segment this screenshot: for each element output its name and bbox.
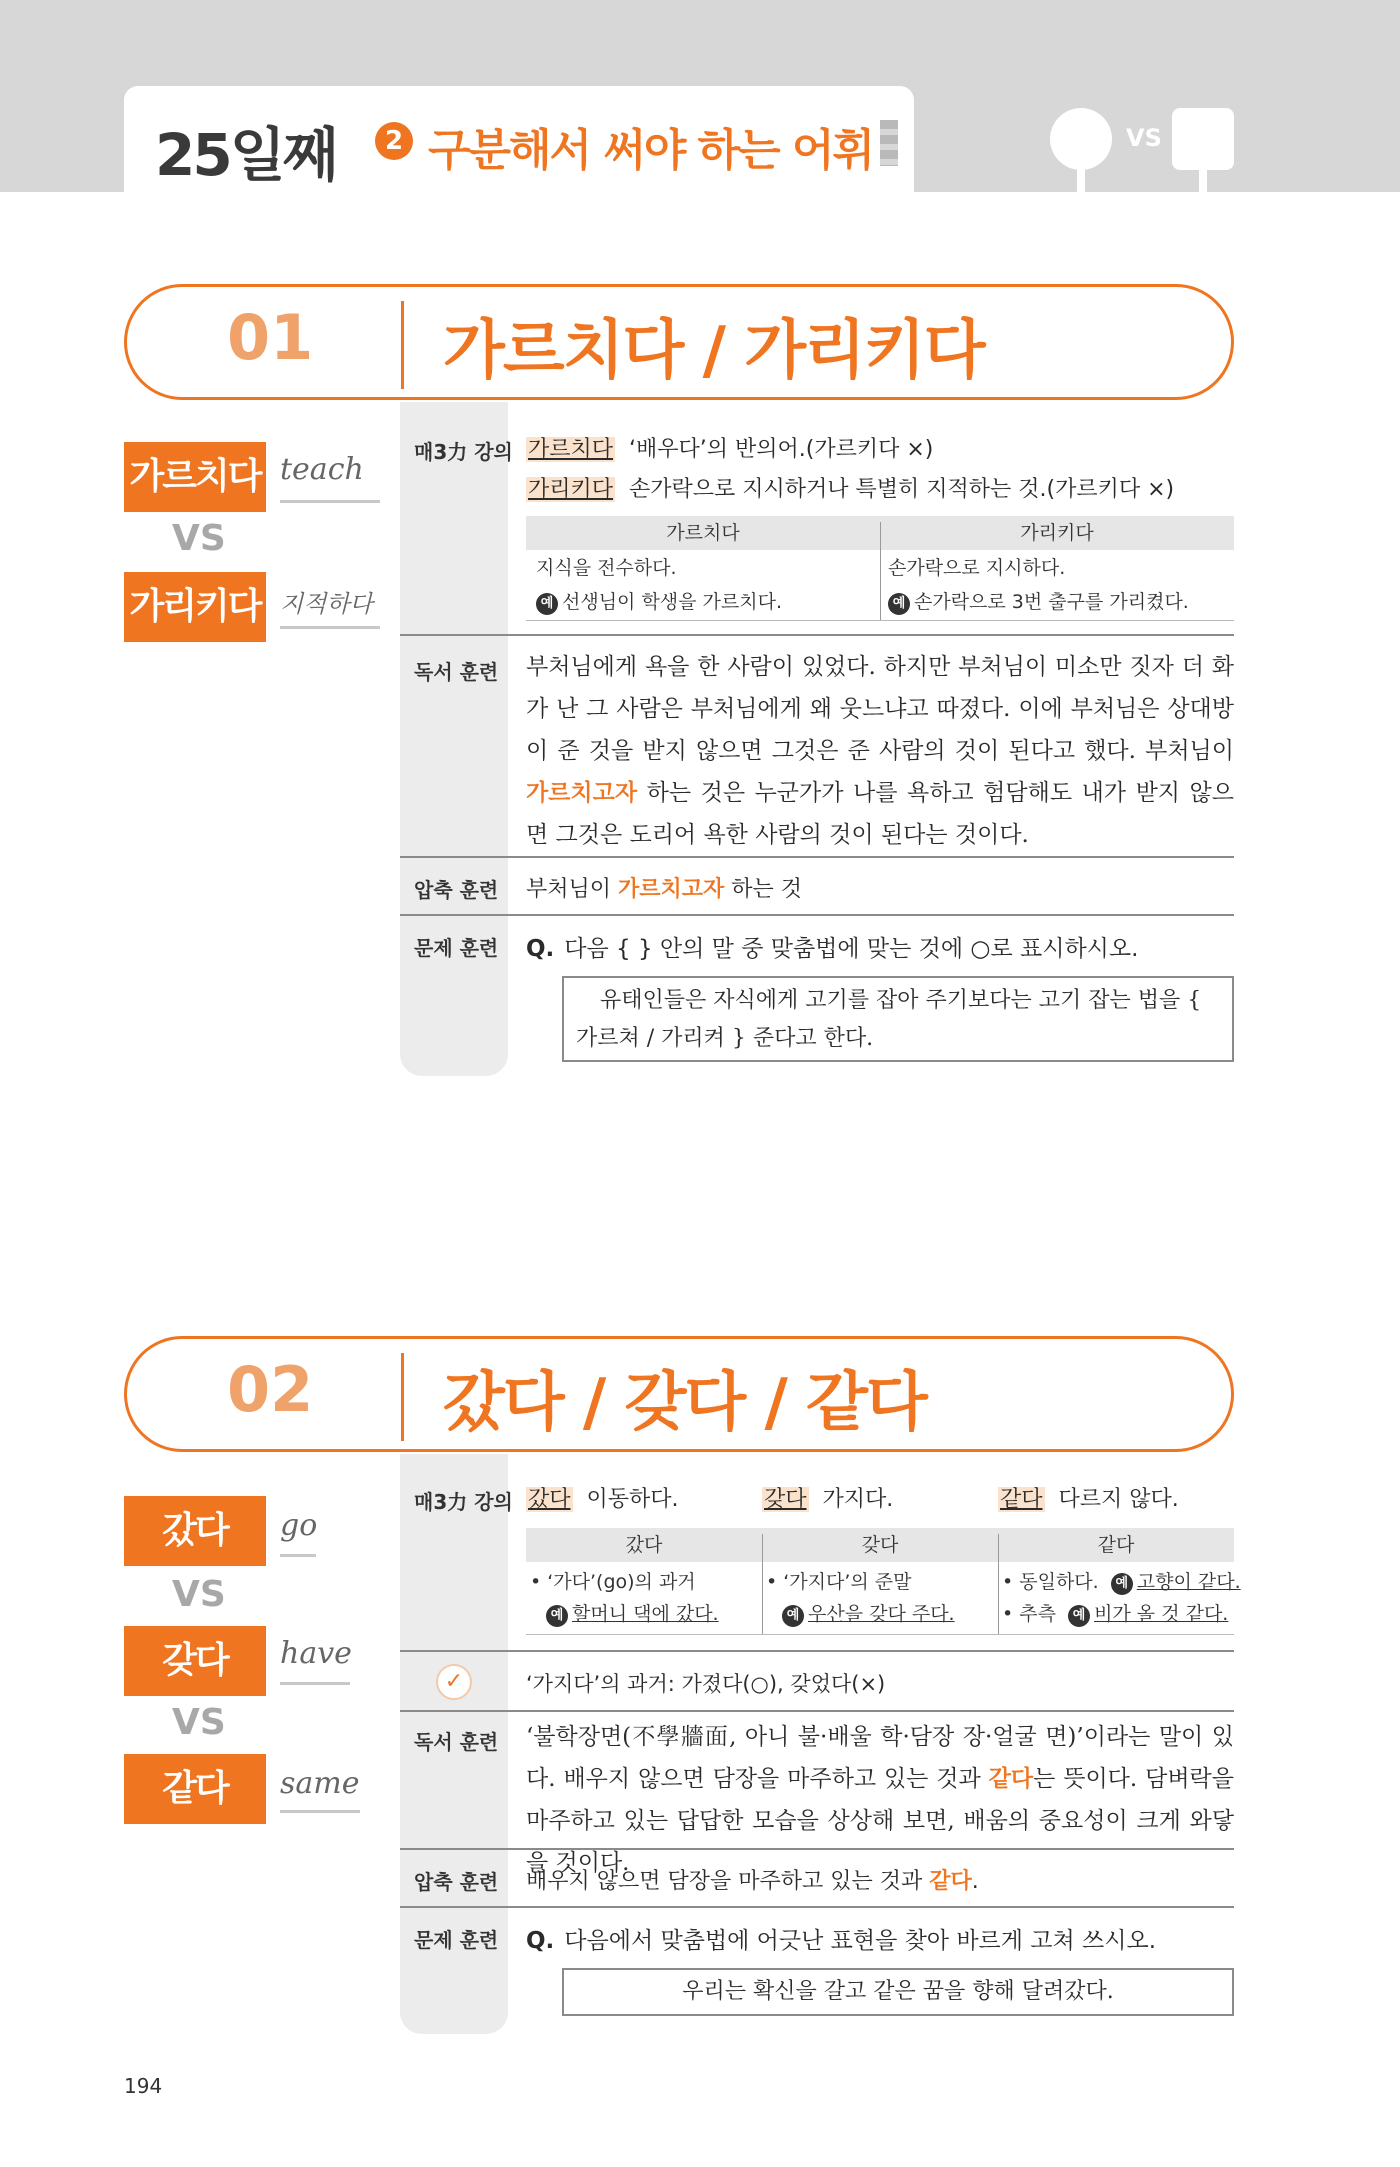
lecture-def: 가지다. [822,1487,894,1512]
table-cell: 할머니 댁에 갔다. [572,1603,719,1625]
label-compress: 압축 훈련 [414,1870,499,1894]
table-cell: • ‘가지다’의 준말 [766,1571,912,1593]
section-rule [400,1710,1234,1712]
table-cell: 손가락으로 지시하다. [888,557,1066,579]
table-example [546,1598,719,1630]
question-prompt [526,930,1138,963]
day-title: 25일째 [155,121,336,189]
question-mark: Q. [526,1928,555,1954]
check-icon: ✓ [436,1664,472,1700]
word-box-gatda-same: 같다 [124,1754,266,1824]
table-example [888,586,1189,618]
example-mark-icon: 예 [546,1605,568,1627]
table-example [782,1598,955,1630]
reading-text: 는 뜻이다. 담벼락을 마주하고 있는 답답한 모습을 상상해 보면, 배움의 중요성이 크게 와닿을 것이다. [526,1766,1234,1876]
table-cell: 지식을 전수하다. [536,557,677,579]
lecture-term: 갖다 [764,1487,807,1512]
compress-summary [526,1864,979,1895]
reading-text: ‘불학장면(不學牆面, 아니 불·배울 학·담장 장·얼굴 면)’이라는 말이 있다. 배우지 않으면 담장을 마주하고 있는 것과 [526,1724,1234,1792]
question-box: 유태인들은 자식에게 고기를 잡아 주기보다는 고기 잡는 법을 { 가르쳐 / 가리켜 } 준다고 한다. [562,976,1234,1062]
note-text: ‘가지다’의 과거: 가졌다(○), 갖었다(×) [526,1672,886,1696]
lecture-def: 다르지 않다. [1058,1487,1179,1512]
gloss-teach: teach [280,452,364,487]
lecture-def: ‘배우다’의 반의어. [629,437,806,462]
section-rule [400,634,1234,636]
example-mark-icon: 예 [1111,1573,1133,1595]
compress-highlight: 가르치고자 [618,877,725,902]
example-mark-icon: 예 [1068,1605,1090,1627]
header-vs-label: VS [1126,124,1162,152]
lecture-entry [998,1482,1179,1513]
compress-highlight: 같다 [929,1869,972,1894]
section-number-badge: 2 [375,122,413,160]
table-header-cell: 갔다 [625,1534,663,1556]
table-divider [880,522,881,620]
section-rule [400,914,1234,916]
table-header-cell: 가르치다 [666,522,740,544]
table-cell: 고향이 같다. [1136,1571,1241,1593]
round-tree-icon [1050,108,1112,170]
question-box: 우리는 확신을 갈고 같은 꿈을 향해 달려갔다. [562,1968,1234,2016]
lecture-line-2 [526,472,1174,503]
gloss-underline [280,1554,316,1557]
lecture-entry [526,1482,679,1513]
reading-highlight: 같다 [988,1765,1034,1792]
table-divider [762,1534,763,1634]
table-header-cell: 가리키다 [1020,522,1094,544]
question-mark: Q. [526,936,555,962]
item-title: 갔다 / 갖다 / 같다 [443,1366,926,1440]
compress-text: . [971,1869,979,1894]
lecture-term: 가리키다 [528,477,614,502]
table-bottom-rule [526,620,1234,621]
table-cell: 비가 올 것 같다. [1094,1603,1229,1625]
compress-text: 하는 것 [724,877,803,902]
square-tree-trunk [1199,166,1207,192]
question-prompt [526,1922,1156,1955]
item-number: 01 [227,301,314,374]
gloss-have: have [280,1636,352,1671]
example-mark-icon: 예 [888,593,910,615]
table-cell: 손가락으로 3번 출구를 가리켰다. [914,591,1189,613]
lecture-note: (가르키다 ×) [805,437,934,462]
reading-text: 부처님에게 욕을 한 사람이 있었다. 하지만 부처님이 미소만 짓자 더 화가 난 그 사람은 부처님에게 왜 웃느냐고 따졌다. 이에 부처님은 상대방이 준 것을 받지 않으면 그것은 준 사람의 것이 된다고 했다. 부처님이 [526,654,1234,764]
lecture-term: 같다 [1000,1487,1043,1512]
compress-text: 부처님이 [526,877,619,902]
compress-text: 배우지 않으면 담장을 마주하고 있는 것과 [526,1869,930,1894]
section-rule [400,1848,1234,1850]
gloss-underline [280,1810,360,1813]
table-bottom-rule [526,1634,1234,1635]
item-title: 가르치다 / 가리키다 [443,314,984,388]
banner-divider [401,1353,404,1441]
gloss-same: same [280,1766,360,1801]
page-number: 194 [124,2074,163,2098]
lecture-def: 이동하다. [586,1487,679,1512]
section-title: 구분해서 써야 하는 어휘 [428,125,873,176]
gloss-underline [280,626,380,629]
decorative-stripes [880,120,898,166]
reading-highlight: 가르치고자 [526,779,638,806]
question-text: 다음 { } 안의 말 중 맞춤법에 맞는 것에 ○로 표시하시오. [564,936,1139,962]
banner-divider [401,301,404,389]
gloss-point-out: 지적하다 [280,590,373,618]
label-lecture: 매3力 강의 [414,440,513,464]
label-compress: 압축 훈련 [414,878,499,902]
section-rule [400,1650,1234,1652]
example-mark-icon: 예 [782,1605,804,1627]
square-tree-icon [1172,108,1234,170]
lecture-term: 갔다 [528,1487,571,1512]
table-cell: • ‘가다’(go)의 과거 [530,1571,696,1593]
label-reading: 독서 훈련 [414,1730,499,1754]
table-cell: 우산을 갖다 주다. [808,1603,955,1625]
round-tree-trunk [1077,164,1085,192]
item-02-banner [124,1336,1234,1452]
table-cell: 선생님이 학생을 가르치다. [562,591,783,613]
vs-text: VS [172,1574,226,1615]
gloss-underline [280,500,380,503]
table-cell-group [1002,1598,1228,1630]
table-header-cell: 같다 [1097,1534,1135,1556]
word-box-gatda-have: 갖다 [124,1626,266,1696]
table-header-cell: 갖다 [861,1534,899,1556]
lecture-def: 손가락으로 지시하거나 특별히 지적하는 것. [629,477,1047,502]
table-cell: • 추측 [1002,1603,1056,1625]
label-problem: 문제 훈련 [414,1928,499,1952]
compare-table-header [526,1528,1234,1562]
gloss-underline [280,1682,350,1685]
label-column [400,402,508,1076]
reading-passage [526,646,1234,856]
question-text: 다음에서 맞춤법에 어긋난 표현을 찾아 바르게 고쳐 쓰시오. [564,1928,1157,1954]
section-rule [400,856,1234,858]
table-divider [998,1534,999,1634]
vs-text: VS [172,1702,226,1743]
reading-text: 하는 것은 누군가가 나를 욕하고 험담해도 내가 받지 않으면 그것은 도리어 욕한 사람의 것이 된다는 것이다. [526,780,1234,848]
gloss-go: go [280,1508,318,1543]
compress-summary [526,872,802,903]
lecture-note: (가르키다 ×) [1046,477,1175,502]
table-example [536,586,782,618]
item-01-banner [124,284,1234,400]
example-mark-icon: 예 [536,593,558,615]
label-problem: 문제 훈련 [414,936,499,960]
word-box-garikida: 가리키다 [124,572,266,642]
word-box-gareuchida: 가르치다 [124,442,266,512]
table-cell: • 동일하다. [1002,1571,1099,1593]
label-reading: 독서 훈련 [414,660,499,684]
label-lecture: 매3力 강의 [414,1490,513,1514]
lecture-line-1 [526,432,933,463]
table-cell-group [1002,1566,1241,1598]
item-number: 02 [227,1353,314,1426]
lecture-entry [762,1482,893,1513]
reading-passage [526,1716,1234,1884]
lecture-term: 가르치다 [528,437,614,462]
section-rule [400,1906,1234,1908]
vs-text: VS [172,518,226,559]
word-box-gatda-go: 갔다 [124,1496,266,1566]
